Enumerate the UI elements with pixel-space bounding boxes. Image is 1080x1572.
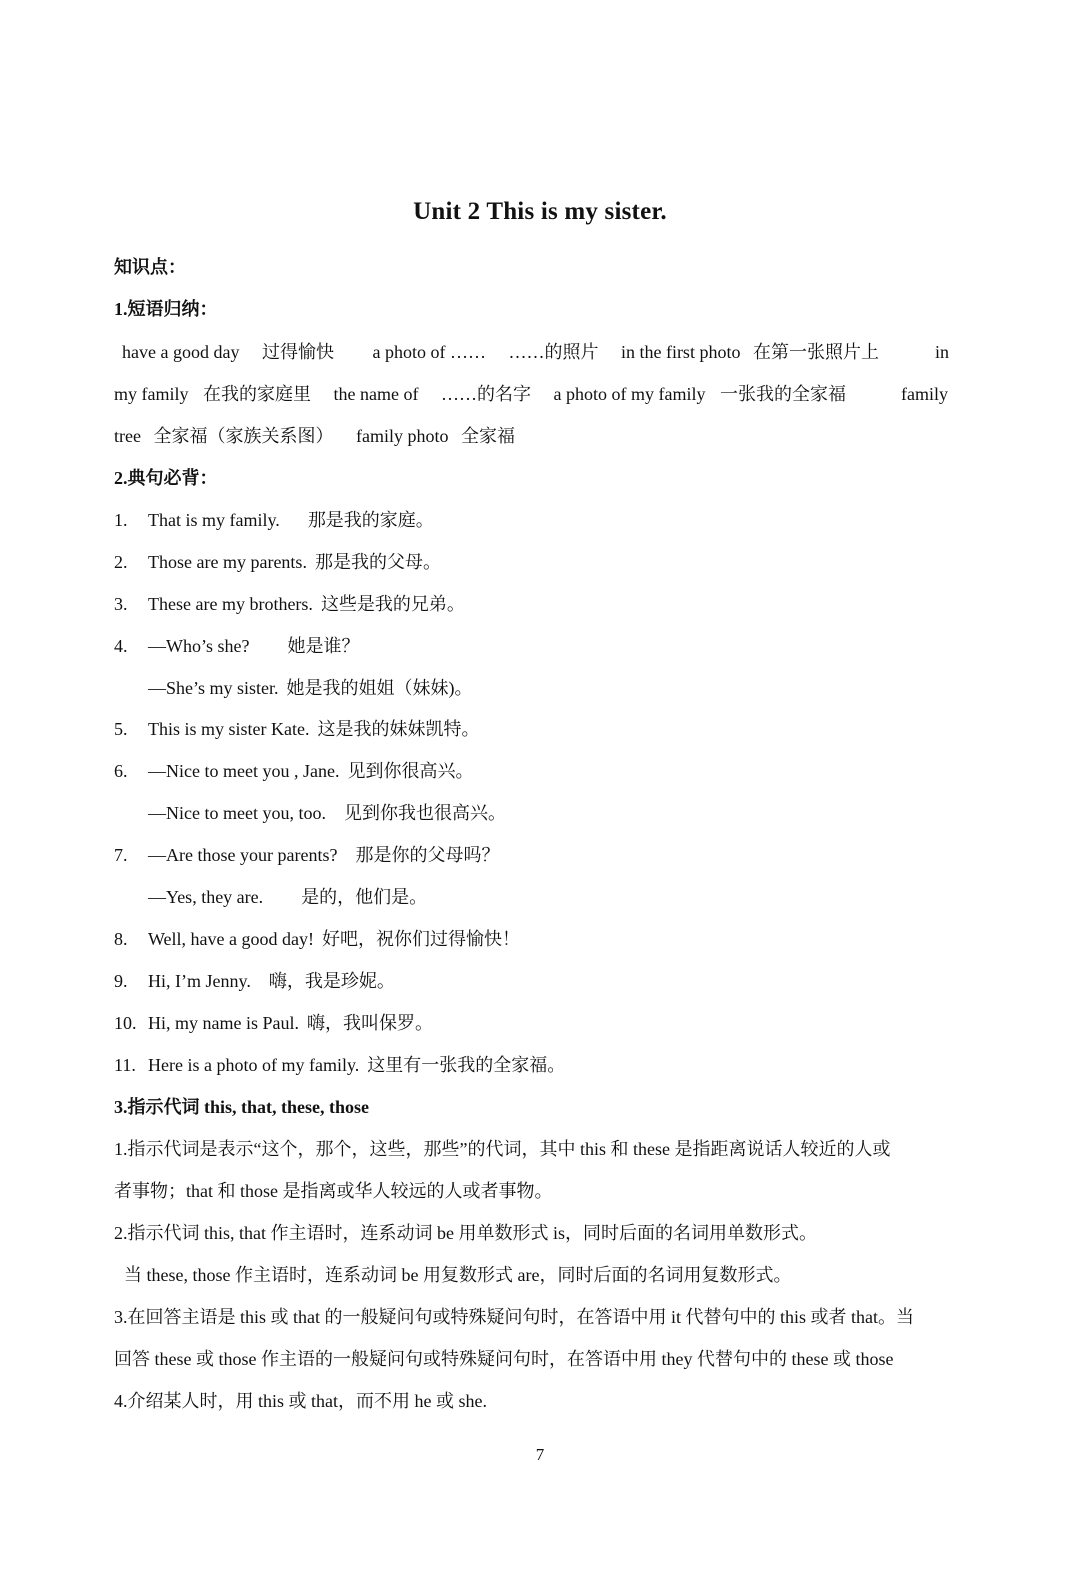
item-number: 3.: [114, 594, 128, 614]
item-number: 8.: [114, 929, 128, 949]
sentence-zh: 见到你我也很高兴。: [343, 803, 506, 823]
phrase-zh: 一张我的全家福: [719, 384, 846, 404]
phrase-en: in the first photo: [620, 342, 741, 362]
list-item: [114, 758, 974, 784]
paragraph-line: 者事物；that 和 those 是指离或华人较远的人或者事物。: [114, 1181, 553, 1201]
list-item: [114, 633, 974, 659]
sentence-zh: 那是你的父母吗？: [355, 845, 500, 865]
phrase-en: in: [935, 342, 950, 362]
sentence-en: —Who’s she?: [148, 636, 250, 656]
phrase-zh: 全家福（家族关系图）: [153, 426, 334, 446]
phrase-zh: 在我的家庭里: [203, 384, 311, 404]
phrases-heading: 1.短语归纳：: [114, 299, 218, 319]
paragraph-line: 当 these, those 作主语时，连系动词 be 用复数形式 are，同时后面的名词用复数形式。: [124, 1265, 792, 1285]
item-number: 6.: [114, 761, 128, 781]
paragraph-line: 1.指示代词是表示“这个，那个，这些，那些”的代词，其中 this 和 these 是指距离说话人较近的人或: [114, 1139, 891, 1159]
list-item: [114, 1010, 974, 1036]
paragraph-line: 回答 these 或 those 作主语的一般疑问句或特殊疑问句时，在答语中用 they 代替句中的 these 或 those: [114, 1349, 894, 1369]
sentences-heading: 2.典句必背：: [114, 468, 218, 488]
sentence-en: That is my family.: [148, 510, 280, 530]
list-item: [114, 842, 974, 868]
sentence-en: —Nice to meet you, too.: [148, 803, 326, 823]
phrase-en: a photo of ……: [372, 342, 486, 362]
list-item: [114, 968, 974, 994]
sentence-en: Well, have a good day!: [148, 929, 314, 949]
phrase-en: a photo of my family: [553, 384, 706, 404]
item-number: 7.: [114, 845, 128, 865]
phrase-zh: ……的照片: [508, 342, 599, 362]
sentence-en: —She’s my sister.: [148, 678, 279, 698]
sentence-zh: 这是我的妹妹凯特。: [317, 719, 480, 739]
paragraph-line: 3.在回答主语是 this 或 that 的一般疑问句或特殊疑问句时，在答语中用 it 代替句中的 this 或者 that。当: [114, 1307, 914, 1327]
sentence-zh: 嗨，我是珍妮。: [268, 971, 395, 991]
sentence-en: This is my sister Kate.: [148, 719, 310, 739]
sentence-zh: 嗨，我叫保罗。: [307, 1013, 433, 1033]
phrase-en: family photo: [355, 426, 449, 446]
phrase-zh: 全家福: [460, 426, 515, 446]
sentence-zh: 好吧，祝你们过得愉快！: [322, 929, 520, 949]
list-item: [114, 507, 974, 533]
sentence-en: —Nice to meet you , Jane.: [148, 761, 340, 781]
list-item: [114, 1052, 974, 1078]
phrase-zh: 过得愉快: [261, 342, 334, 362]
paragraph-line: 4.介绍某人时，用 this 或 that，而不用 he 或 she.: [114, 1391, 487, 1411]
item-number: 9.: [114, 971, 128, 991]
list-item: [114, 675, 974, 701]
list-item: [114, 591, 974, 617]
phrase-en: my family: [114, 384, 189, 404]
phrase-zh: ……的名字: [440, 384, 531, 404]
paragraph-line: 2.指示代词 this, that 作主语时，连系动词 be 用单数形式 is，同时后面的名词用单数形式。: [114, 1223, 817, 1243]
item-number: 10.: [114, 1013, 137, 1033]
sentence-en: Hi, my name is Paul.: [148, 1013, 299, 1033]
sentence-zh: 这里有一张我的全家福。: [367, 1055, 566, 1075]
phrase-en: family: [901, 384, 948, 404]
sentence-zh: 见到你很高兴。: [347, 761, 474, 781]
sentence-en: Here is a photo of my family.: [148, 1055, 360, 1075]
sentence-en: Hi, I’m Jenny.: [148, 971, 251, 991]
sentence-zh: 这些是我的兄弟。: [320, 594, 465, 614]
phrase-line-2: [114, 381, 974, 407]
phrase-en: tree: [114, 426, 141, 446]
page-number: 7: [535, 1445, 545, 1464]
list-item: [114, 926, 974, 952]
list-item: [114, 800, 974, 826]
sentence-zh: 她是我的姐姐（妹妹)。: [286, 678, 473, 698]
sentence-en: —Yes, they are.: [148, 887, 264, 907]
page-title: Unit 2 This is my sister.: [413, 198, 667, 225]
phrase-line-3: [114, 423, 974, 449]
sentence-zh: 那是我的父母。: [314, 552, 441, 572]
phrase-en: the name of: [333, 384, 419, 404]
list-item: [114, 884, 974, 910]
list-item: [114, 716, 974, 742]
pronouns-heading: 3.指示代词 this, that, these, those: [114, 1097, 369, 1117]
item-number: 11.: [114, 1055, 136, 1075]
sentence-en: Those are my parents.: [148, 552, 307, 572]
sentence-zh: 那是我的家庭。: [307, 510, 434, 530]
knowledge-label: 知识点：: [114, 257, 186, 277]
sentence-en: These are my brothers.: [148, 594, 313, 614]
phrase-zh: 在第一张照片上: [752, 342, 879, 362]
phrase-line-1: [122, 339, 982, 365]
sentence-zh: 是的，他们是。: [301, 887, 428, 907]
item-number: 4.: [114, 636, 128, 656]
list-item: [114, 549, 974, 575]
sentence-zh: 她是谁？: [287, 636, 360, 656]
item-number: 1.: [114, 510, 128, 530]
phrase-en: have a good day: [122, 342, 240, 362]
item-number: 2.: [114, 552, 128, 572]
item-number: 5.: [114, 719, 128, 739]
sentence-en: —Are those your parents?: [148, 845, 338, 865]
